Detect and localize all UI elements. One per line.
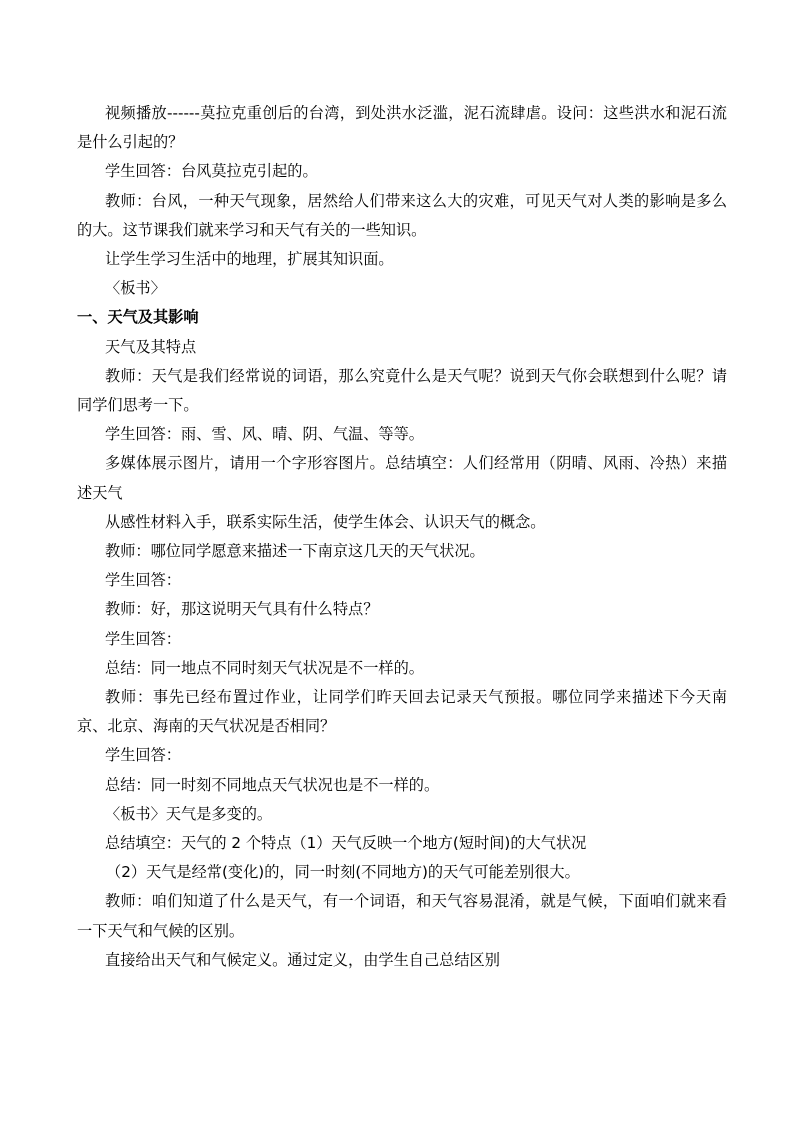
paragraph-student-answer: 学生回答：台风莫拉克引起的。: [105, 162, 318, 181]
paragraph-fill-blank: 总结填空：天气的 2 个特点（1）天气反映一个地方(短时间)的大气状况: [105, 834, 587, 853]
subheading: 天气及其特点: [105, 337, 197, 356]
paragraph-definition: 直接给出天气和气候定义。通过定义，由学生自己总结区别: [105, 950, 500, 969]
paragraph-fill-blank-2: （2）天气是经常(变化)的，同一时刻(不同地方)的天气可能差别很大。: [106, 863, 580, 882]
paragraph-teacher-feature: 教师：好，那这说明天气具有什么特点？: [105, 600, 379, 619]
paragraph-teacher-nanjing: 教师：哪位同学愿意来描述一下南京这几天的天气状况。: [105, 542, 485, 561]
paragraph-learning-note: 让学生学习生活中的地理，扩展其知识面。: [105, 250, 394, 269]
paragraph-teacher-climate: 教师：咱们知道了什么是天气，有一个词语，和天气容易混淆，就是气候，下面咱们就来看一下天气和气候的区别。: [77, 892, 727, 940]
paragraph-teacher-question: 教师：天气是我们经常说的词语，那么究竟什么是天气呢？说到天气你会联想到什么呢？请同学们思考一下。: [77, 366, 727, 415]
paragraph-student-answer: 学生回答：雨、雪、风、晴、阴、气温、等等。: [105, 425, 424, 444]
paragraph-video-intro: 视频播放------莫拉克重创后的台湾，到处洪水泛滥，泥石流肆虐。设问：这些洪水和泥石流是什么引起的？: [77, 104, 727, 152]
paragraph-board-changeable: 〈板书〉天气是多变的。: [105, 804, 273, 823]
paragraph-summary-time: 总结：同一时刻不同地点天气状况也是不一样的。: [105, 775, 440, 794]
paragraph-teacher-homework: 教师：事先已经布置过作业，让同学们昨天回去记录天气预报。哪位同学来描述下今天南京、北京、海南的天气状况是否相同？: [77, 688, 727, 736]
paragraph-multimedia: 多媒体展示图片，请用一个字形容图片。总结填空：人们经常用（阴晴、风雨、冷热）来描述天气: [77, 454, 727, 502]
paragraph-board-label: 〈板书〉: [105, 279, 166, 298]
paragraph-teacher-typhoon: 教师：台风，一种天气现象，居然给人们带来这么大的灾难，可见天气对人类的影响是多么的大。这节课我们就来学习和天气有关的一些知识。: [77, 191, 727, 239]
paragraph-perceptual: 从感性材料入手，联系实际生活，使学生体会、认识天气的概念。: [105, 512, 546, 531]
paragraph-student-answer: 学生回答：: [105, 629, 181, 648]
paragraph-summary-place: 总结：同一地点不同时刻天气状况是不一样的。: [105, 658, 424, 677]
paragraph-student-answer: 学生回答：: [105, 571, 181, 590]
section-heading: 一、天气及其影响: [77, 308, 199, 327]
document-body: [77, 99, 727, 975]
paragraph-student-answer: 学生回答：: [105, 746, 181, 765]
